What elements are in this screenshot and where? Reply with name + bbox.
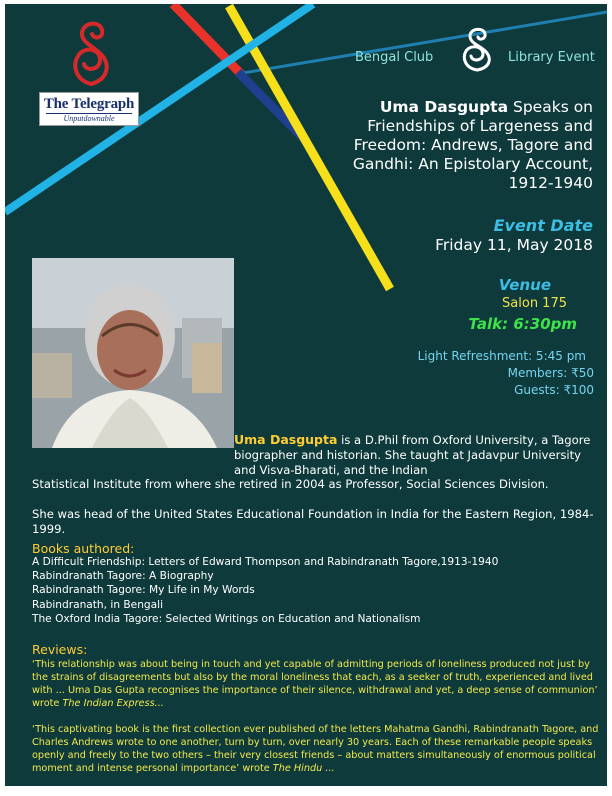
list-item: Rabindranath Tagore: My Life in My Words — [32, 584, 255, 597]
talk-time: Talk: 6:30pm — [468, 315, 577, 333]
speaker-name: Uma Dasgupta — [379, 98, 509, 116]
bio-speaker-name: Uma Dasgupta — [234, 432, 338, 447]
books-list — [32, 555, 602, 626]
event-title — [313, 98, 593, 193]
bengal-club-emblem-icon — [459, 24, 495, 72]
list-item: Rabindranath Tagore: A Biography — [32, 570, 214, 583]
bio-paragraph-2: She was head of the United States Educational Foundation in India for the Eastern Region, 1984-1999. — [32, 507, 594, 536]
refreshment-time: Light Refreshment: 5:45 pm — [417, 349, 586, 363]
bengal-club-emblem-icon — [68, 14, 114, 86]
event-poster — [5, 4, 607, 786]
books-label: Books authored: — [32, 541, 135, 556]
review-text: ‘This captivating book is the first collection ever published of the letters Mahatma Gandhi, Rabindranath Tagore, and Charles Andrews wrote to one another, turn by turn, over nearly 30 years. Each of these remarkable people speaks openly and freely to the two others – their very closest friends – about matters simultaneously of enormous political moment and intense personal importance’ wrote — [32, 724, 599, 774]
review-quote — [32, 723, 602, 775]
bio-text-1: is a D.Phil from Oxford University, a Tagore biographer and historian. She taught at Jadavpur University and Visva-Bharati, and the Indian — [234, 433, 591, 477]
telegraph-logo-tagline: Unputdownable — [46, 113, 132, 124]
guests-price: Guests: ₹100 — [514, 383, 594, 397]
reviews-label: Reviews: — [32, 642, 88, 657]
members-price: Members: ₹50 — [507, 366, 594, 380]
event-type: Library Event — [508, 50, 595, 65]
bio-paragraph-1 — [234, 432, 594, 478]
telegraph-logo — [39, 92, 139, 126]
list-item: The Oxford India Tagore: Selected Writings on Education and Nationalism — [32, 612, 421, 625]
speaker-photo — [32, 258, 234, 448]
list-item: Rabindranath, in Bengali — [32, 598, 164, 611]
telegraph-logo-name: The Telegraph — [43, 96, 135, 112]
venue-name: Salon 175 — [502, 296, 567, 311]
review-quote — [32, 658, 602, 710]
talk-title: Speaks on Friendships of Largeness and Freedom: Andrews, Tagore and Gandhi: An Epistolary Account, 1912-1940 — [352, 98, 593, 192]
event-date: Friday 11, May 2018 — [435, 236, 593, 254]
list-item: A Difficult Friendship: Letters of Edward Thompson and Rabindranath Tagore,1913-1940 — [32, 556, 499, 568]
bio-paragraph-1-cont: Statistical Institute from where she retired in 2004 as Professor, Social Sciences Division. — [32, 477, 549, 491]
review-source: The Indian Express... — [62, 698, 164, 709]
club-name: Bengal Club — [355, 50, 434, 65]
event-date-label: Event Date — [493, 216, 593, 235]
review-text: ‘This relationship was about being in touch and yet capable of admitting periods of loneliness produced not just by the strains of disagreements but also by the moral loneliness that each, as a seeker of truth, experienced and lived with ... Uma Das Gupta recognises the importance of their silence, withdrawal and yet, a deep sense of communion’ wrote — [32, 659, 598, 709]
venue-label: Venue — [498, 276, 551, 294]
review-source: The Hindu ... — [272, 763, 335, 774]
